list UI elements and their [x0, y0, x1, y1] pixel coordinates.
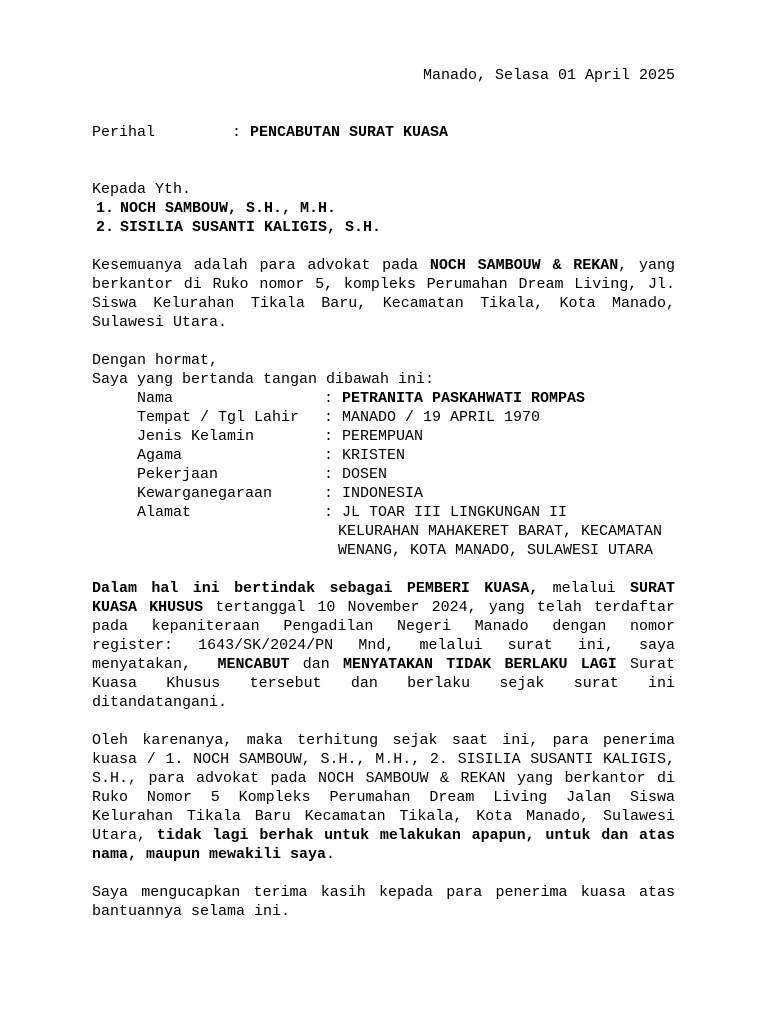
identity-colon: : [324, 485, 334, 502]
subject-line [92, 123, 675, 142]
subject-colon: : [232, 124, 242, 141]
text-bold: SURAT KUASA KHUSUS [92, 580, 676, 616]
identity-colon: : [324, 504, 334, 521]
text-run: Surat Kuasa Khusus tersebut dan berlaku sejak surat ini ditandatangani. [92, 656, 675, 711]
text-run: Oleh karenanya, maka terhitung sejak saat ini, para penerima kuasa / 1. NOCH SAMBOUW, S.H., M.H., 2. SISILIA SUSANTI KALIGIS, S.H., para advokat pada NOCH SAMBOUW & REKAN yang berkantor di Ruko Nomor 5 Kompleks Perumahan Dream Living Jalan Siswa Kelurahan Tikala Baru Kecamatan Tikala, Kota Manado, Sulawesi Utara, [92, 732, 675, 844]
identity-value: PETRANITA PASKAHWATI ROMPAS [342, 390, 586, 407]
recipients [92, 180, 675, 237]
identity-colon: : [324, 447, 334, 464]
text-bold: MENYATAKAN TIDAK BERLAKU LAGI [343, 656, 617, 673]
identity-row [92, 427, 675, 446]
salutation: Dengan hormat, [92, 352, 219, 369]
identity-label: Pekerjaan [137, 466, 219, 483]
recipient-number: 1. [95, 200, 114, 217]
identity-value: PEREMPUAN [342, 428, 424, 445]
greeting [92, 351, 675, 389]
text-bold: tidak lagi berhak untuk melakukan apapun, untuk dan atas nama, maupun mewakili saya [92, 827, 675, 863]
identity-colon: : [324, 409, 334, 426]
text-bold: Dalam hal ini bertindak sebagai PEMBERI KUASA, [92, 580, 539, 597]
text-bold: MENCABUT [217, 656, 290, 673]
identity-label: Tempat / Tgl Lahir [137, 409, 300, 426]
address-continuation: KELURAHAN MAHAKERET BARAT, KECAMATAN WENANG, KOTA MANADO, SULAWESI UTARA [338, 523, 663, 559]
advocates-paragraph [92, 256, 675, 332]
identity-value: INDONESIA [342, 485, 424, 502]
text-run: dan [289, 656, 343, 673]
identity-row [92, 484, 675, 503]
text-run: , yang berkantor di Ruko nomor 5, kompleks Perumahan Dream Living, Jl. Siswa Kelurahan Tikala Baru, Kecamatan Tikala, Kota Manado, Sulawesi Utara. [92, 257, 675, 331]
identity-colon: : [324, 428, 334, 445]
identity-row [92, 389, 675, 408]
identity-label: Nama [137, 390, 174, 407]
text-run: melalui [538, 580, 630, 597]
identity-table [92, 389, 675, 560]
identity-row [92, 446, 675, 465]
recipient-item [92, 218, 675, 237]
identity-row [92, 503, 675, 522]
identity-label: Kewarganegaraan [137, 485, 273, 502]
text-run: . [326, 846, 336, 863]
place-date: Manado, Selasa 01 April 2025 [422, 67, 675, 84]
recipients-intro: Kepada Yth. [92, 181, 192, 198]
intro-line: Saya yang bertanda tangan dibawah ini: [92, 371, 435, 388]
identity-value: DOSEN [342, 466, 388, 483]
recipient-item [92, 199, 675, 218]
subject-value: PENCABUTAN SURAT KUASA [250, 124, 449, 141]
consequence-paragraph [92, 731, 675, 864]
text-run: Kesemuanya adalah para advokat pada [92, 257, 430, 274]
identity-label: Jenis Kelamin [137, 428, 255, 445]
identity-value: MANADO / 19 APRIL 1970 [342, 409, 541, 426]
recipient-name: NOCH SAMBOUW, S.H., M.H. [120, 200, 337, 217]
identity-colon: : [324, 466, 334, 483]
closing-paragraph: Saya mengucapkan terima kasih kepada para penerima kuasa atas bantuannya selama ini. [92, 884, 675, 920]
identity-label: Alamat [137, 504, 192, 521]
text-run: tertanggal 10 November 2024, yang telah terdaftar pada kepaniteraan Pengadilan Negeri Manado dengan nomor register: 1643/SK/2024/PN Mnd, melalui surat ini, saya menyatakan, [92, 599, 685, 673]
identity-label: Agama [137, 447, 183, 464]
identity-row [92, 465, 675, 484]
recipient-name: SISILIA SUSANTI KALIGIS, S.H. [120, 219, 382, 236]
identity-row [92, 408, 675, 427]
identity-value: KRISTEN [342, 447, 406, 464]
firm-name: NOCH SAMBOUW & REKAN [429, 257, 619, 274]
identity-value: JL TOAR III LINGKUNGAN II [342, 504, 568, 521]
revocation-paragraph [92, 579, 685, 712]
identity-colon: : [324, 390, 334, 407]
recipient-number: 2. [95, 219, 114, 236]
subject-label: Perihal [92, 124, 156, 141]
